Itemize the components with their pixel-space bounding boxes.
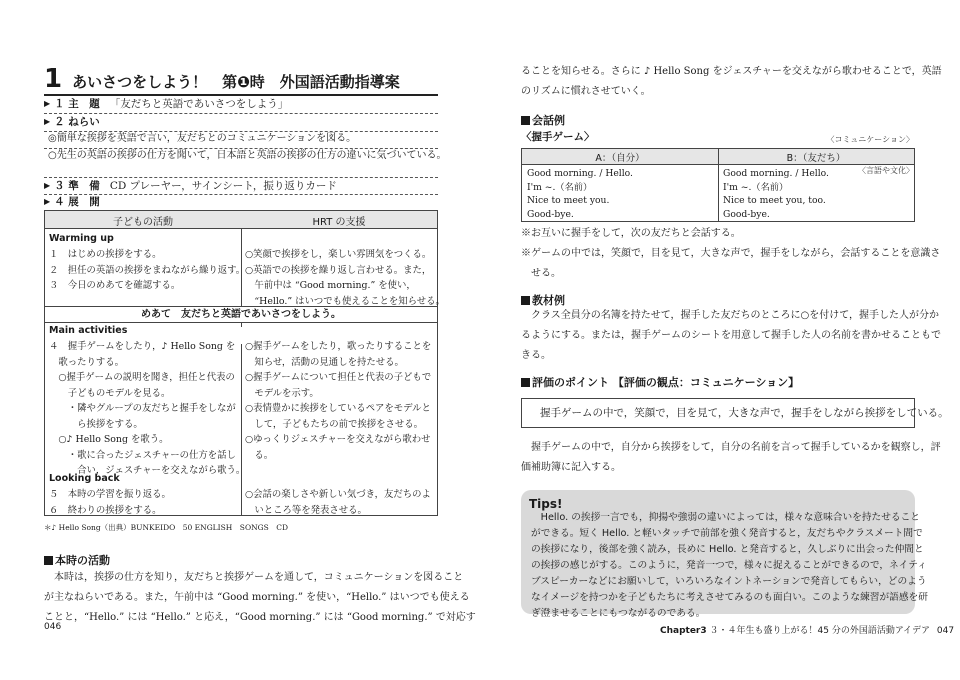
conversation-table (521, 148, 915, 222)
text-line: 本時は，挨拶の仕方を知り，友だちと挨拶ゲームを通して，コミュニケーションを図ること (44, 572, 464, 583)
aim-tag: 〈言語や文化〉 (858, 166, 914, 175)
square-bullet-icon (44, 556, 53, 565)
section-label: ２ ねらい (54, 116, 100, 128)
table-cell: Nice to meet you. (527, 195, 610, 206)
table-cell: Nice to meet you, too. (723, 195, 826, 206)
footer-chapter: Chapter3 (660, 626, 707, 636)
phase-lookback: Looking back (49, 473, 120, 484)
list-item: 知らせ，活動の見通しを持たせる。 (245, 356, 404, 368)
list-item: いところ等を発表させる。 (245, 504, 367, 516)
material-paragraph (521, 306, 941, 366)
activity-heading (44, 552, 110, 568)
intro-paragraph (521, 62, 942, 102)
main-child-cell (49, 339, 245, 479)
footer-text: ３・４年生も盛り上がる！45 分の外国語活動アイデア (709, 626, 931, 636)
section-label: ４ 展 開 (54, 196, 100, 208)
triangle-bullet-icon: ▶ (44, 197, 51, 206)
section-aim (44, 115, 438, 129)
header-child: 子どもの活動 (113, 217, 173, 228)
text-line: 握手ゲームの中で，自分から挨拶をして，自分の名前を言って握手しているかを観察し，評 (521, 442, 941, 453)
square-bullet-icon (521, 296, 530, 305)
table-cell: Good-bye. (527, 208, 574, 220)
table-cell: Good-bye. (723, 208, 770, 220)
text-line: クラス全員分の名簿を持たせて，握手した友だちのところに○を付けて，握手した人が分か (521, 310, 940, 321)
section-prep (44, 179, 438, 193)
list-item: ○ゆっくりジェスチャーを交えながら歌わせ (245, 434, 431, 445)
lesson-title-text: あいさつをしよう！ 第❶時 外国語活動指導案 (72, 73, 400, 91)
section-theme (44, 97, 438, 111)
list-item: ６ 終わりの挨拶をする。 (49, 504, 162, 516)
table-cell: Good morning. / Hello. (723, 168, 829, 179)
activity-paragraph (44, 568, 476, 628)
header-a: A：（自分） (595, 153, 645, 164)
tips-text (531, 510, 928, 622)
heading-text: 会話例 (532, 114, 565, 127)
square-bullet-icon (521, 378, 530, 387)
list-item: ・隣やグループの友だちと握手をしなが (49, 403, 236, 414)
list-item: 午前中は “Good morning.” を使い， (245, 280, 416, 291)
lookback-hrt-cell (245, 487, 431, 518)
table-cell: I'm ~.（名前） (723, 181, 789, 193)
section-label: １ 主 題 (54, 98, 100, 110)
list-item: ○笑顔で挨拶をし，楽しい雰囲気をつくる。 (245, 249, 432, 260)
list-item: ○表情豊かに挨拶をしているペアをモデルと (245, 403, 431, 414)
list-item: ○会話の楽しさや新しい気づき，友だちのよ (245, 489, 431, 500)
tips-line: ぎ澄ませることにもつながるのである。 (531, 608, 706, 619)
heading-text: 教材例 (532, 294, 565, 307)
triangle-bullet-icon: ▶ (44, 117, 51, 126)
square-bullet-icon (521, 116, 530, 125)
table-cell: Good morning. / Hello. (527, 168, 633, 179)
list-item: ４ 握手ゲームをしたり，♪ Hello Song を (49, 341, 236, 352)
list-item: る。 (245, 449, 274, 461)
aim-item: ○先生の英語の挨拶の仕方を聞いて，日本語と英語の挨拶の仕方の違いに気づいている。 (48, 150, 447, 161)
phase-warmup: Warming up (49, 233, 114, 244)
lookback-child-cell (49, 487, 171, 518)
goal-row: めあて 友だちと英語であいさつをしよう。 (45, 306, 437, 323)
tips-line: なイメージを持つかを子どもたちに考えさせてみるのも面白い。このような練習が語感を研 (531, 592, 928, 603)
footnote: ＊♪ Hello Song（出典）BUNKEIDO 50 ENGLISH SONGS CD (44, 523, 289, 532)
text-line: のリズムに慣れさせていく。 (521, 86, 651, 97)
triangle-bullet-icon: ▶ (44, 181, 51, 190)
page-number-right: 047 (936, 626, 955, 636)
triangle-bullet-icon: ▶ (44, 99, 51, 108)
list-item: ３ 今日のめあてを確認する。 (49, 280, 181, 291)
section-flow (44, 195, 438, 209)
eval-paragraph (521, 438, 941, 478)
list-item: 子どものモデルを見る。 (49, 387, 171, 399)
divider (44, 177, 438, 178)
tips-line: の挨拶になり，後部を強く読み，長めに Hello. と発音すると，久しぶりに出会った仲間と (531, 544, 924, 555)
text-line: が主なねらいである。また，午前中は “Good morning.” を使い，“Hello.” はいつでも使える (44, 592, 470, 603)
note-line: ※お互いに握手をして，次の友だちと会話する。 (521, 228, 741, 239)
table-header (45, 211, 437, 229)
divider (44, 113, 438, 114)
warmup-hrt-cell (245, 247, 445, 309)
tips-box (521, 490, 928, 619)
aim-item: ◎簡単な挨拶を英語で言い，友だちとのコミュニケーションを図る。 (48, 133, 357, 144)
aim-tag: 〈コミュニケーション〉 (826, 135, 914, 144)
list-item: １ はじめの挨拶をする。 (49, 249, 162, 260)
text-line: ることを知らせる。さらに ♪ Hello Song をジェスチャーを交えながら歌わせることで，英語 (521, 66, 942, 77)
text-line: 価補助簿に記入する。 (521, 462, 621, 473)
list-item: “Hello.” はいつでも使えることを知らせる。 (245, 295, 445, 307)
list-item: ○握手ゲームについて担任と代表の子どもで (245, 372, 432, 383)
list-item: ら挨拶をする。 (49, 418, 143, 430)
tips-line: の挨拶の感じがする。このように，発音一つで，様々に捉えることができるので，ネイティ (531, 560, 927, 571)
list-item: モデルを示す。 (245, 387, 319, 399)
title-underline (44, 94, 438, 96)
lesson-number: 1 (44, 64, 63, 94)
list-item: 合い，ジェスチャーを交えながら歌う。 (49, 465, 246, 476)
text-line: きる。 (521, 350, 551, 361)
section-value: 「友だちと英語であいさつをしよう」 (109, 98, 289, 110)
header-b: B：（友だち） (786, 153, 846, 164)
footer (660, 623, 954, 636)
phase-main: Main activities (49, 325, 128, 336)
activity-table (44, 210, 445, 516)
note-line: ※ゲームの中では，笑顔で，目を見て，大きな声で，握手をしながら，会話することを意識さ (521, 248, 941, 259)
lesson-title (44, 66, 438, 92)
tips-line: ができる。短く Hello. と軽いタッチで前部を強く発音すると，友だちやクラスメート間で (531, 528, 923, 539)
heading-text: 評価のポイント 【評価の観点：コミュニケーション】 (532, 376, 800, 389)
header-hrt: HRT の支援 (312, 217, 366, 228)
column-b (723, 167, 829, 221)
text-line: るようにする。または，握手ゲームのシートを用意して握手した人の名前を書かせることもで (521, 330, 941, 341)
conversation-heading (521, 112, 565, 128)
list-item: ○握手ゲームの説明を聞き，担任と代表の (49, 372, 235, 383)
section-value: CD プレーヤー，サインシート，振り返りカード (109, 180, 337, 192)
column-divider (718, 149, 719, 221)
list-item: 歌ったりする。 (49, 356, 125, 368)
conversation-subheading: 〈握手ゲーム〉 (521, 131, 595, 143)
heading-text: 本時の活動 (55, 554, 110, 567)
eval-heading (521, 374, 799, 390)
note-line: せる。 (521, 268, 561, 279)
column-a (527, 167, 633, 221)
main-hrt-cell (245, 339, 431, 463)
notes (521, 224, 940, 284)
warmup-child-cell (49, 247, 245, 294)
list-item: ○握手ゲームをしたり，歌ったりすることを (245, 341, 432, 352)
eval-box: 握手ゲームの中で，笑顔で，目を見て，大きな声で，握手をしながら挨拶をしている。 (521, 398, 915, 428)
list-item: ○英語での挨拶を繰り返し言わせる。また， (245, 264, 432, 276)
text-line: ことと，“Hello.” には “Hello.” と応え，“Good morning.” には “Good morning.” で対応す (44, 612, 476, 623)
page-number-left: 046 (44, 622, 62, 632)
list-item: ５ 本時の学習を振り返る。 (49, 489, 171, 500)
list-item: して，子どもたちの前で挨拶をさせる。 (245, 418, 423, 430)
table-cell: I'm ~.（名前） (527, 181, 593, 193)
section-label: ３ 準 備 (54, 180, 100, 192)
list-item: ○♪ Hello Song を歌う。 (49, 434, 169, 445)
list-item: ２ 担任の英語の挨拶をまねながら繰り返す。 (49, 264, 246, 276)
tips-title: Tips! (529, 497, 563, 511)
tips-line: ブスピーカーなどにお願いして，いろいろなイントネーションで発音してもらい，どのよう (531, 576, 927, 587)
list-item: ・歌に合ったジェスチャーの仕方を話し (49, 449, 236, 461)
tips-line: Hello. の挨拶一言でも，抑揚や強弱の違いによっては，様々な意味合いを持たせること (531, 512, 920, 523)
